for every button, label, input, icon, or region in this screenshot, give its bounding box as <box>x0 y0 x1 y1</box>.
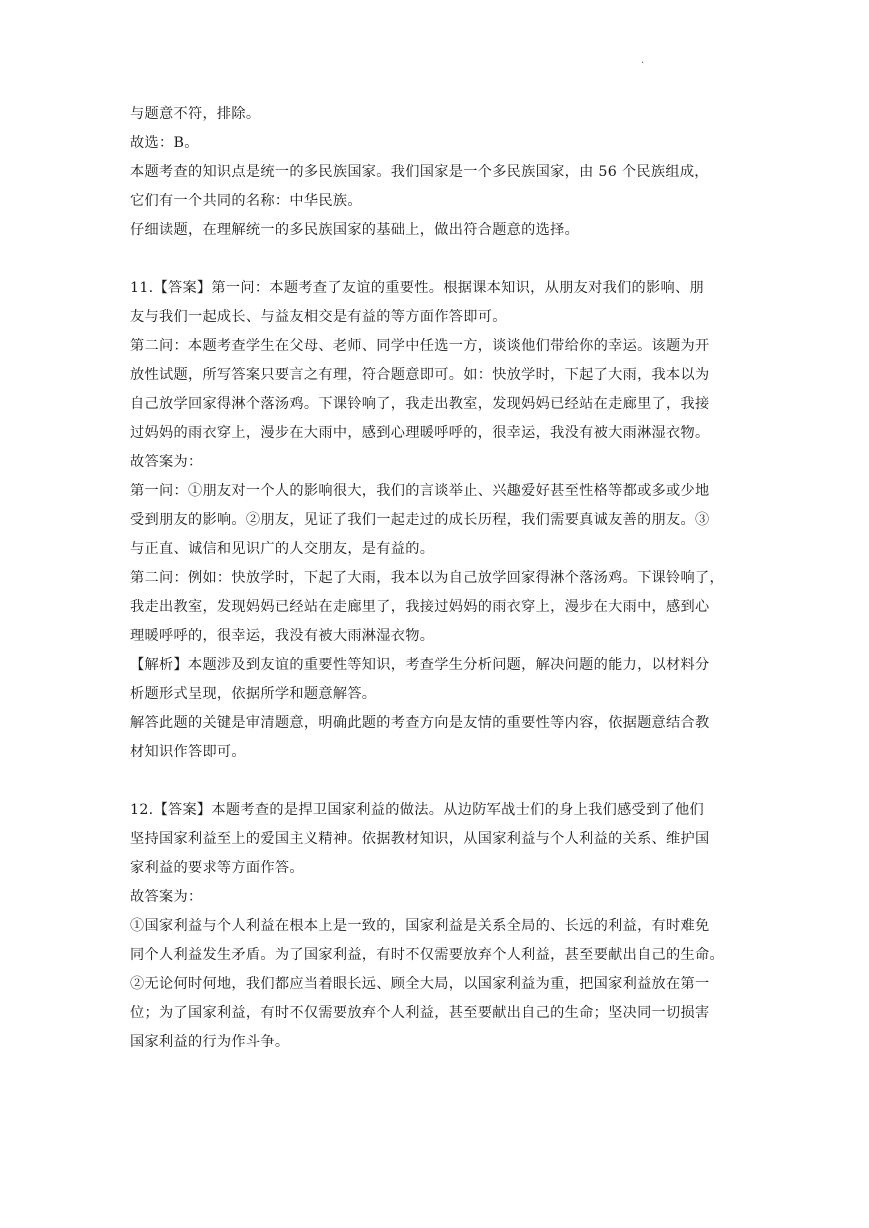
text-line: 仔细读题，在理解统一的多民族国家的基础上，做出符合题意的选择。 <box>130 222 580 238</box>
document-body <box>130 100 740 1057</box>
paragraph-block-q10-tail <box>130 100 740 245</box>
text-line: 放性试题，所写答案只要言之有理，符合题意即可。如：快放学时，下起了大雨，我本以为 <box>130 367 710 383</box>
text-line: 解答此题的关键是审清题意，明确此题的考查方向是友情的重要性等内容，依据题意结合教 <box>130 715 710 731</box>
paragraph-block-q12 <box>130 796 740 1057</box>
text-line: 与正直、诚信和见识广的人交朋友，是有益的。 <box>130 541 435 557</box>
paragraph-gap <box>130 245 740 274</box>
text-line: 过妈妈的雨衣穿上，漫步在大雨中，感到心理暖呼呼的，很幸运，我没有被大雨淋湿衣物。 <box>130 425 710 441</box>
text-line: 【解析】本题涉及到友谊的重要性等知识，考查学生分析问题，解决问题的能力，以材料分 <box>130 657 710 673</box>
text-line: 与题意不符，排除。 <box>130 106 261 122</box>
text-line: 11.【答案】第一问：本题考查了友谊的重要性。根据课本知识，从朋友对我们的影响、朋 <box>130 280 704 296</box>
text-line: 故答案为： <box>130 454 203 470</box>
text-line: 家利益的要求等方面作答。 <box>130 860 304 876</box>
text-line: ①国家利益与个人利益在根本上是一致的，国家利益是关系全局的、长远的利益，有时难免 <box>130 918 710 934</box>
text-line: 位；为了国家利益，有时不仅需要放弃个人利益，甚至要献出自己的生命；坚决同一切损害 <box>130 1005 710 1021</box>
text-line: 同个人利益发生矛盾。为了国家利益，有时不仅需要放弃个人利益，甚至要献出自己的生命。 <box>130 947 724 963</box>
paragraph-block-q11 <box>130 274 740 767</box>
text-line: 理暖呼呼的，很幸运，我没有被大雨淋湿衣物。 <box>130 628 435 644</box>
text-line: 坚持国家利益至上的爱国主义精神。依据教材知识，从国家利益与个人利益的关系、维护国 <box>130 831 710 847</box>
text-line: 自己放学回家得淋个落汤鸡。下课铃响了，我走出教室，发现妈妈已经站在走廊里了，我接 <box>130 396 710 412</box>
text-line: 析题形式呈现，依据所学和题意解答。 <box>130 686 377 702</box>
text-line: 材知识作答即可。 <box>130 744 246 760</box>
text-line: 故答案为： <box>130 889 203 905</box>
paragraph-gap <box>130 767 740 796</box>
text-line: 12.【答案】本题考查的是捍卫国家利益的做法。从边防军战士们的身上我们感受到了他们 <box>130 802 704 818</box>
text-line: 故选：B。 <box>130 135 199 151</box>
text-line: 它们有一个共同的名称：中华民族。 <box>130 193 362 209</box>
text-line: 第一问：①朋友对一个人的影响很大，我们的言谈举止、兴趣爱好甚至性格等都或多或少地 <box>130 483 710 499</box>
text-line: 第二问：本题考查学生在父母、老师、同学中任选一方，谈谈他们带给你的幸运。该题为开 <box>130 338 710 354</box>
text-line: ②无论何时何地，我们都应当着眼长远、顾全大局，以国家利益为重，把国家利益放在第一 <box>130 976 710 992</box>
text-line: 受到朋友的影响。②朋友，见证了我们一起走过的成长历程，我们需要真诚友善的朋友。③ <box>130 512 710 528</box>
header-mark: . <box>641 55 645 66</box>
text-line: 第二问：例如：快放学时，下起了大雨，我本以为自己放学回家得淋个落汤鸡。下课铃响了， <box>130 570 724 586</box>
text-line: 本题考查的知识点是统一的多民族国家。我们国家是一个多民族国家，由 56 个民族组成， <box>130 164 709 180</box>
text-line: 友与我们一起成长、与益友相交是有益的等方面作答即可。 <box>130 309 507 325</box>
text-line: 我走出教室，发现妈妈已经站在走廊里了，我接过妈妈的雨衣穿上，漫步在大雨中，感到心 <box>130 599 710 615</box>
text-line: 国家利益的行为作斗争。 <box>130 1034 290 1050</box>
